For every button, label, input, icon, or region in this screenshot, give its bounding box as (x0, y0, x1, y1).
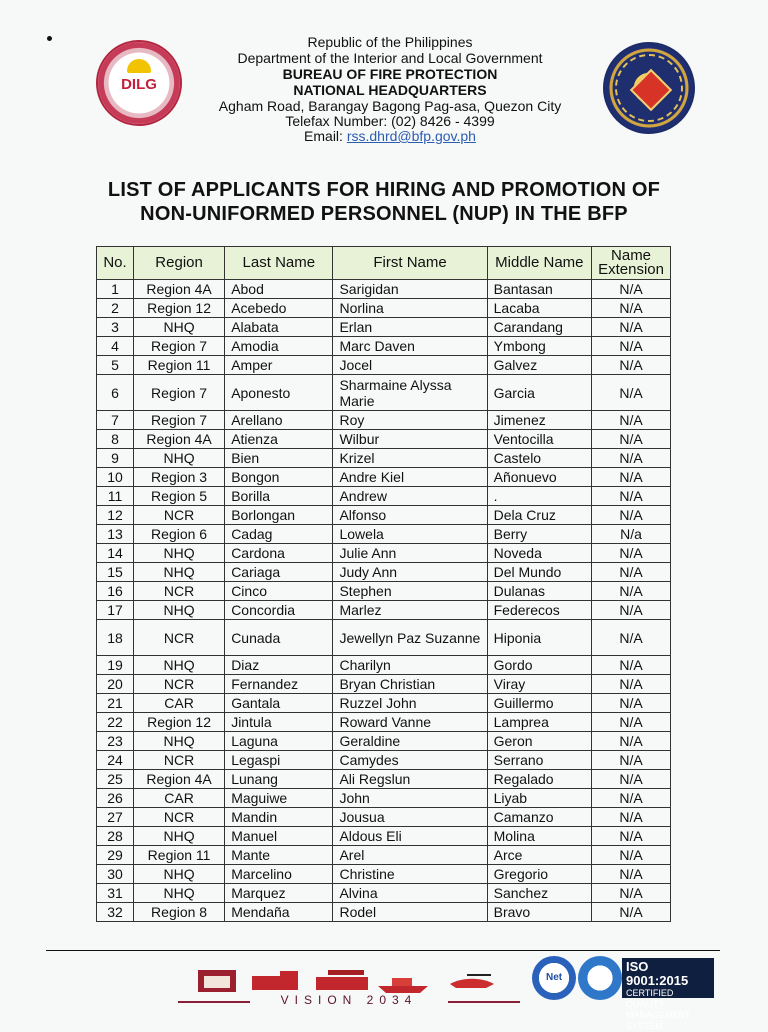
table-row (97, 544, 671, 563)
row-number: 4 (97, 337, 134, 356)
row-name-extension: N/A (592, 337, 671, 356)
row-last-name: Bien (225, 449, 333, 468)
email-link[interactable]: rss.dhrd@bfp.gov.ph (346, 128, 476, 144)
row-name-extension: N/A (592, 280, 671, 299)
row-first-name: Krizel (333, 449, 487, 468)
row-name-extension: N/A (592, 411, 671, 430)
row-middle-name: Liyab (487, 789, 591, 808)
row-last-name: Lunang (225, 770, 333, 789)
table-row (97, 694, 671, 713)
row-number: 19 (97, 656, 134, 675)
row-middle-name: Añonuevo (487, 468, 591, 487)
row-name-extension: N/A (592, 827, 671, 846)
row-last-name: Gantala (225, 694, 333, 713)
row-name-extension: N/A (592, 563, 671, 582)
row-last-name: Mendaña (225, 903, 333, 922)
row-middle-name: Castelo (487, 449, 591, 468)
certification-seal-icon (578, 956, 622, 1000)
row-middle-name: Camanzo (487, 808, 591, 827)
row-last-name: Cinco (225, 582, 333, 601)
row-middle-name: Ymbong (487, 337, 591, 356)
row-name-extension: N/A (592, 789, 671, 808)
table-row (97, 449, 671, 468)
row-name-extension: N/A (592, 732, 671, 751)
row-name-extension: N/A (592, 656, 671, 675)
row-middle-name: Sanchez (487, 884, 591, 903)
row-region: NHQ (133, 601, 224, 620)
row-region: NHQ (133, 656, 224, 675)
table-row (97, 884, 671, 903)
row-number: 31 (97, 884, 134, 903)
row-region: Region 8 (133, 903, 224, 922)
row-last-name: Cariaga (225, 563, 333, 582)
row-first-name: Erlan (333, 318, 487, 337)
row-first-name: Ruzzel John (333, 694, 487, 713)
table-row (97, 601, 671, 620)
row-last-name: Legaspi (225, 751, 333, 770)
row-first-name: Stephen (333, 582, 487, 601)
row-name-extension: N/A (592, 620, 671, 656)
row-region: NCR (133, 808, 224, 827)
row-middle-name: Bantasan (487, 280, 591, 299)
row-first-name: Ali Regslun (333, 770, 487, 789)
table-row (97, 827, 671, 846)
iqnet-certification-icon: Net (532, 956, 576, 1000)
row-region: CAR (133, 789, 224, 808)
row-first-name: Aldous Eli (333, 827, 487, 846)
row-number: 27 (97, 808, 134, 827)
row-first-name: Lowela (333, 525, 487, 544)
row-name-extension: N/A (592, 582, 671, 601)
row-last-name: Borilla (225, 487, 333, 506)
row-number: 7 (97, 411, 134, 430)
row-last-name: Acebedo (225, 299, 333, 318)
email-label: Email: (304, 128, 343, 144)
row-middle-name: Arce (487, 846, 591, 865)
row-first-name: Roward Vanne (333, 713, 487, 732)
table-row (97, 732, 671, 751)
row-first-name: Norlina (333, 299, 487, 318)
row-name-extension: N/A (592, 808, 671, 827)
row-number: 17 (97, 601, 134, 620)
row-region: CAR (133, 694, 224, 713)
row-first-name: Andre Kiel (333, 468, 487, 487)
row-middle-name: Jimenez (487, 411, 591, 430)
row-last-name: Manuel (225, 827, 333, 846)
row-middle-name: Regalado (487, 770, 591, 789)
table-row (97, 620, 671, 656)
row-number: 1 (97, 280, 134, 299)
row-number: 8 (97, 430, 134, 449)
row-number: 23 (97, 732, 134, 751)
table-row (97, 789, 671, 808)
table-row (97, 582, 671, 601)
row-name-extension: N/A (592, 375, 671, 411)
col-first-name: First Name (333, 247, 487, 280)
row-number: 15 (97, 563, 134, 582)
row-first-name: Jewellyn Paz Suzanne (333, 620, 487, 656)
row-middle-name: Bravo (487, 903, 591, 922)
row-number: 20 (97, 675, 134, 694)
row-last-name: Amodia (225, 337, 333, 356)
row-middle-name: Federecos (487, 601, 591, 620)
row-first-name: Judy Ann (333, 563, 487, 582)
row-name-extension: N/A (592, 884, 671, 903)
row-number: 13 (97, 525, 134, 544)
row-middle-name: Del Mundo (487, 563, 591, 582)
row-region: Region 11 (133, 846, 224, 865)
row-name-extension: N/A (592, 430, 671, 449)
table-row (97, 430, 671, 449)
row-middle-name: Gordo (487, 656, 591, 675)
page-title-line-2: NON-UNIFORMED PERSONNEL (NUP) IN THE BFP (140, 203, 628, 225)
row-number: 11 (97, 487, 134, 506)
row-number: 14 (97, 544, 134, 563)
table-row (97, 487, 671, 506)
row-middle-name: Noveda (487, 544, 591, 563)
row-last-name: Atienza (225, 430, 333, 449)
row-number: 18 (97, 620, 134, 656)
applicants-table (96, 246, 671, 922)
row-name-extension: N/A (592, 675, 671, 694)
row-middle-name: Hiponia (487, 620, 591, 656)
dilg-logo: DILG (96, 40, 182, 126)
row-first-name: Marlez (333, 601, 487, 620)
row-name-extension: N/A (592, 846, 671, 865)
table-row (97, 356, 671, 375)
office-name: NATIONAL HEADQUARTERS (293, 82, 487, 98)
row-last-name: Mandin (225, 808, 333, 827)
agency-name: BUREAU OF FIRE PROTECTION (282, 66, 498, 82)
row-middle-name: . (487, 487, 591, 506)
table-row (97, 846, 671, 865)
row-number: 28 (97, 827, 134, 846)
row-first-name: Jocel (333, 356, 487, 375)
row-number: 10 (97, 468, 134, 487)
row-region: NCR (133, 675, 224, 694)
iso-certification-badge: ISO 9001:2015 CERTIFIED QUALITY MANAGEMENT SYSTEM (622, 958, 714, 998)
row-middle-name: Molina (487, 827, 591, 846)
row-region: Region 4A (133, 770, 224, 789)
row-last-name: Arellano (225, 411, 333, 430)
row-name-extension: N/A (592, 601, 671, 620)
row-last-name: Alabata (225, 318, 333, 337)
row-region: NHQ (133, 884, 224, 903)
row-region: Region 12 (133, 713, 224, 732)
row-last-name: Marcelino (225, 865, 333, 884)
row-first-name: Andrew (333, 487, 487, 506)
row-last-name: Bongon (225, 468, 333, 487)
row-last-name: Cadag (225, 525, 333, 544)
row-name-extension: N/a (592, 525, 671, 544)
row-region: NHQ (133, 827, 224, 846)
row-first-name: Bryan Christian (333, 675, 487, 694)
row-name-extension: N/A (592, 299, 671, 318)
header-line-2: Department of the Interior and Local Government (237, 50, 543, 66)
row-first-name: Marc Daven (333, 337, 487, 356)
header-line-1: Republic of the Philippines (307, 34, 473, 50)
row-middle-name: Geron (487, 732, 591, 751)
row-region: Region 3 (133, 468, 224, 487)
table-row (97, 525, 671, 544)
address: Agham Road, Barangay Bagong Pag-asa, Quezon City (218, 98, 562, 114)
row-first-name: Arel (333, 846, 487, 865)
fire-vehicles-strip (190, 962, 520, 996)
table-row (97, 337, 671, 356)
row-first-name: Alfonso (333, 506, 487, 525)
col-middle-name: Middle Name (487, 247, 591, 280)
row-region: NHQ (133, 318, 224, 337)
row-region: NCR (133, 620, 224, 656)
col-region: Region (133, 247, 224, 280)
table-row (97, 468, 671, 487)
row-name-extension: N/A (592, 713, 671, 732)
col-no: No. (97, 247, 134, 280)
row-middle-name: Galvez (487, 356, 591, 375)
row-name-extension: N/A (592, 487, 671, 506)
row-last-name: Maguiwe (225, 789, 333, 808)
table-row (97, 411, 671, 430)
row-first-name: Sarigidan (333, 280, 487, 299)
row-region: NHQ (133, 544, 224, 563)
telefax: Telefax Number: (02) 8426 - 4399 (285, 113, 495, 129)
row-name-extension: N/A (592, 903, 671, 922)
row-number: 12 (97, 506, 134, 525)
row-middle-name: Serrano (487, 751, 591, 770)
row-number: 22 (97, 713, 134, 732)
row-region: NCR (133, 506, 224, 525)
row-middle-name: Dela Cruz (487, 506, 591, 525)
row-last-name: Laguna (225, 732, 333, 751)
row-last-name: Fernandez (225, 675, 333, 694)
table-row (97, 865, 671, 884)
row-middle-name: Viray (487, 675, 591, 694)
row-first-name: Rodel (333, 903, 487, 922)
row-name-extension: N/A (592, 544, 671, 563)
footer-divider (46, 950, 720, 951)
row-first-name: John (333, 789, 487, 808)
row-number: 2 (97, 299, 134, 318)
row-number: 6 (97, 375, 134, 411)
row-region: NHQ (133, 865, 224, 884)
row-last-name: Borlongan (225, 506, 333, 525)
row-last-name: Concordia (225, 601, 333, 620)
page-title-line-1: LIST OF APPLICANTS FOR HIRING AND PROMOTION OF (107, 179, 661, 201)
row-region: NHQ (133, 449, 224, 468)
table-row (97, 770, 671, 789)
row-first-name: Roy (333, 411, 487, 430)
row-region: Region 4A (133, 280, 224, 299)
row-middle-name: Garcia (487, 375, 591, 411)
row-number: 26 (97, 789, 134, 808)
row-first-name: Charilyn (333, 656, 487, 675)
table-row (97, 506, 671, 525)
row-first-name: Wilbur (333, 430, 487, 449)
table-row (97, 713, 671, 732)
row-name-extension: N/A (592, 468, 671, 487)
row-first-name: Jousua (333, 808, 487, 827)
row-middle-name: Guillermo (487, 694, 591, 713)
row-first-name: Camydes (333, 751, 487, 770)
table-row (97, 299, 671, 318)
row-number: 29 (97, 846, 134, 865)
row-middle-name: Carandang (487, 318, 591, 337)
row-last-name: Aponesto (225, 375, 333, 411)
row-region: Region 7 (133, 375, 224, 411)
row-number: 9 (97, 449, 134, 468)
row-number: 5 (97, 356, 134, 375)
row-region: Region 7 (133, 337, 224, 356)
email-line (180, 128, 600, 144)
vision-label: VISION 2034 (166, 993, 532, 1007)
row-name-extension: N/A (592, 770, 671, 789)
row-last-name: Jintula (225, 713, 333, 732)
table-row (97, 656, 671, 675)
table-row (97, 675, 671, 694)
row-last-name: Mante (225, 846, 333, 865)
row-last-name: Cardona (225, 544, 333, 563)
row-middle-name: Lacaba (487, 299, 591, 318)
row-name-extension: N/A (592, 865, 671, 884)
row-last-name: Abod (225, 280, 333, 299)
row-region: NCR (133, 582, 224, 601)
row-name-extension: N/A (592, 694, 671, 713)
row-number: 30 (97, 865, 134, 884)
row-middle-name: Lamprea (487, 713, 591, 732)
col-last-name: Last Name (225, 247, 333, 280)
bfp-logo (603, 42, 695, 134)
row-last-name: Marquez (225, 884, 333, 903)
row-name-extension: N/A (592, 449, 671, 468)
table-row (97, 903, 671, 922)
table-row (97, 318, 671, 337)
row-number: 21 (97, 694, 134, 713)
table-header-row (97, 247, 671, 280)
row-region: Region 5 (133, 487, 224, 506)
row-last-name: Diaz (225, 656, 333, 675)
row-number: 25 (97, 770, 134, 789)
row-last-name: Amper (225, 356, 333, 375)
row-region: NHQ (133, 732, 224, 751)
row-last-name: Cunada (225, 620, 333, 656)
row-name-extension: N/A (592, 751, 671, 770)
row-middle-name: Ventocilla (487, 430, 591, 449)
row-number: 32 (97, 903, 134, 922)
row-number: 16 (97, 582, 134, 601)
row-first-name: Christine (333, 865, 487, 884)
row-first-name: Julie Ann (333, 544, 487, 563)
table-row (97, 563, 671, 582)
table-row (97, 280, 671, 299)
row-region: Region 12 (133, 299, 224, 318)
row-region: NCR (133, 751, 224, 770)
row-name-extension: N/A (592, 356, 671, 375)
table-row (97, 751, 671, 770)
row-middle-name: Berry (487, 525, 591, 544)
row-middle-name: Dulanas (487, 582, 591, 601)
row-name-extension: N/A (592, 318, 671, 337)
table-row (97, 375, 671, 411)
row-middle-name: Gregorio (487, 865, 591, 884)
row-region: Region 4A (133, 430, 224, 449)
row-first-name: Sharmaine Alyssa Marie (333, 375, 487, 411)
row-first-name: Alvina (333, 884, 487, 903)
col-name-extension: Name Extension (592, 247, 671, 280)
row-number: 3 (97, 318, 134, 337)
table-row (97, 808, 671, 827)
scan-mark (47, 36, 52, 41)
row-name-extension: N/A (592, 506, 671, 525)
row-region: NHQ (133, 563, 224, 582)
row-region: Region 7 (133, 411, 224, 430)
row-first-name: Geraldine (333, 732, 487, 751)
row-region: Region 6 (133, 525, 224, 544)
row-number: 24 (97, 751, 134, 770)
row-region: Region 11 (133, 356, 224, 375)
